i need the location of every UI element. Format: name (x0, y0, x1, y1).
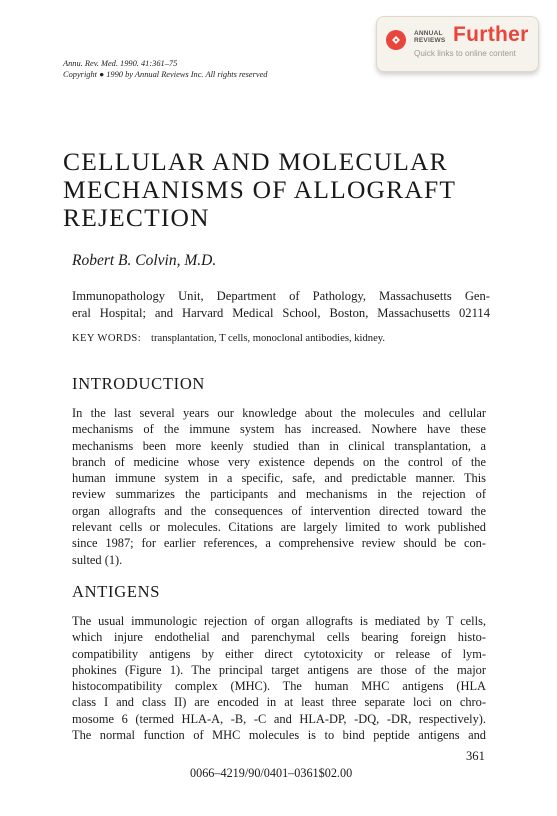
affiliation-line: Immunopathology Unit, Department of Pathology, Massachusetts Gen- (72, 289, 490, 303)
text-line: mechanisms been more keenly studied than in clinical transplantation, a (72, 438, 486, 453)
introduction-paragraph (72, 405, 486, 568)
copyright-text: 1990 by Annual Reviews Inc. All rights reserved (106, 70, 268, 79)
citation-line: Annu. Rev. Med. 1990. 41:361–75 (63, 59, 178, 68)
text-line: human immune system in a specific, safe, and predictable manner. This (72, 471, 486, 486)
annual-reviews-logo-icon (386, 30, 406, 50)
annual-reviews-wordmark (414, 30, 445, 44)
title-line: MECHANISMS OF ALLOGRAFT (63, 175, 457, 204)
page-number: 361 (466, 749, 485, 763)
keywords-value: transplantation, T cells, monoclonal antibodies, kidney. (151, 333, 386, 344)
affiliation (72, 288, 490, 322)
keywords (72, 333, 385, 344)
title-line: CELLULAR AND MOLECULAR (63, 147, 448, 176)
text-line: The usual immunologic rejection of organ allografts is mediated by T cells, (72, 614, 486, 628)
further-label: Further (453, 23, 529, 46)
text-line: sulted (1). (72, 552, 123, 567)
text-line: review summarizes the participants and mechanisms in the rejection of (72, 487, 486, 502)
text-line: organ allografts and the consequences of intervention directed toward the (72, 503, 486, 518)
text-line: mosome 6 (termed HLA-A, -B, -C and HLA-DP, -DQ, -DR, respectively). (72, 711, 486, 726)
copyright-line (63, 69, 268, 80)
introduction-heading: INTRODUCTION (72, 374, 206, 393)
text-line: branch of medicine whose very existence depends on the control of the (72, 454, 486, 469)
text-line: relevant cells or molecules. Citations are largely limited to work published (72, 520, 486, 535)
text-line: The normal function of MHC molecules is to bind peptide antigens and (72, 728, 486, 743)
further-tagline: Quick links to online content (414, 49, 516, 58)
further-badge[interactable] (376, 16, 539, 72)
keywords-label: KEY WORDS: (72, 333, 142, 344)
text-line: histocompatibility complex (MHC). The human MHC antigens (HLA (72, 679, 486, 694)
copyright-prefix: Copyright (63, 70, 97, 79)
text-line: In the last several years our knowledge about the molecules and cellular (72, 406, 486, 420)
author-name: Robert B. Colvin, M.D. (72, 252, 217, 269)
antigens-paragraph (72, 613, 486, 743)
antigens-heading: ANTIGENS (72, 582, 161, 601)
text-line: mechanisms of the immune system has increased. Nowhere have these (72, 422, 486, 437)
text-line: compatibility antigens by either direct cytotoxicity or release of lym- (72, 646, 486, 661)
copyright-dot-icon: ● (99, 70, 105, 79)
text-line: since 1987; for earlier references, a comprehensive review should be con- (72, 536, 486, 551)
article-title (63, 148, 483, 232)
text-line: phokines (Figure 1). The principal target antigens are those of the major (72, 662, 486, 677)
annual-label: ANNUAL (414, 30, 443, 37)
title-line: REJECTION (63, 203, 210, 232)
footer-code: 0066–4219/90/0401–0361$02.00 (190, 766, 353, 780)
journal-citation (63, 58, 268, 80)
affiliation-line: eral Hospital; and Harvard Medical School, Boston, Massachusetts 02114 (72, 306, 490, 320)
text-line: which injure endothelial and parenchymal cells bearing foreign histo- (72, 630, 486, 645)
reviews-label: REVIEWS (414, 37, 446, 44)
text-line: class I and class II) are encoded in at least three separate loci on chro- (72, 695, 486, 710)
